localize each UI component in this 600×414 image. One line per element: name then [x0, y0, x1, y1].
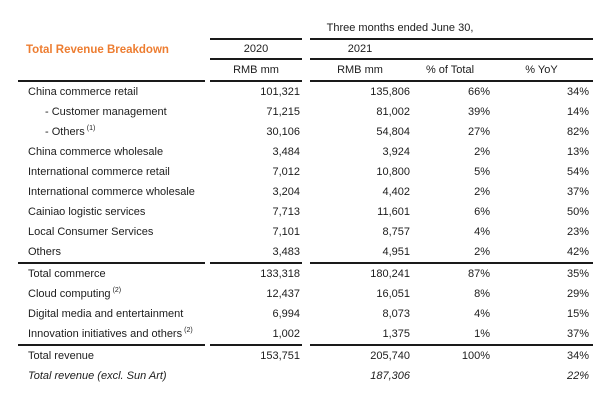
- row-label: Local Consumer Services: [28, 226, 154, 238]
- table-row: [18, 366, 593, 386]
- row-label: Cloud computing $^{(2)}$: [28, 287, 122, 300]
- pct-of-total: 39%: [467, 106, 490, 118]
- footnote-marker: (2): [112, 287, 122, 295]
- pct-yoy: 34%: [566, 86, 590, 98]
- footnote-marker: (1): [86, 125, 96, 133]
- pct-of-total: 6%: [474, 206, 490, 218]
- pct-yoy: 13%: [566, 146, 590, 158]
- row-label: - Customer management: [45, 106, 167, 118]
- pct-yoy: 50%: [566, 206, 590, 218]
- year-rule-segment: [410, 40, 490, 60]
- value-2021: 3,924: [382, 146, 410, 158]
- pct-of-total: [410, 366, 490, 386]
- row-label: Cainiao logistic services: [28, 206, 146, 218]
- value-2020: 3,204: [272, 186, 300, 198]
- pct-of-total: 87%: [467, 268, 490, 280]
- value-2021: 1,375: [310, 324, 410, 346]
- year-2020-label: 2020: [210, 40, 302, 60]
- pct-of-total: 2%: [474, 186, 490, 198]
- pct-of-total: 66%: [467, 86, 490, 98]
- value-2020: 101,321: [260, 86, 300, 98]
- pct-of-total: 2%: [410, 242, 490, 264]
- table-row: [18, 324, 593, 346]
- pct-of-total: 5%: [474, 166, 490, 178]
- period-header-row: [18, 18, 593, 40]
- footnote-marker: (2): [184, 327, 193, 335]
- value-2021: 10,800: [376, 166, 410, 178]
- value-2020: 7,101: [272, 226, 300, 238]
- pct-of-total: 4%: [474, 226, 490, 238]
- row-label: Digital media and entertainment: [28, 308, 184, 320]
- table-row: [18, 182, 593, 202]
- row-label: International commerce retail: [28, 166, 170, 178]
- table-row: [18, 122, 593, 142]
- value-2020: 30,106: [266, 126, 300, 138]
- spacer: [18, 18, 205, 40]
- pct-yoy: 37%: [566, 186, 590, 198]
- pct-yoy: 82%: [566, 126, 590, 138]
- value-2021: 187,306: [370, 370, 410, 382]
- value-2020: 71,215: [266, 106, 300, 118]
- table-row: [18, 102, 593, 122]
- value-2020: 7,713: [272, 206, 300, 218]
- pct-yoy: 54%: [566, 166, 590, 178]
- spacer: [302, 40, 310, 60]
- pct-of-total: 27%: [467, 126, 490, 138]
- table-row: [18, 242, 593, 264]
- pct-yoy-header: % YoY: [490, 60, 593, 82]
- unit-2020-label: RMB mm: [210, 60, 302, 82]
- row-label: China commerce wholesale: [28, 146, 164, 158]
- row-label: Total commerce: [28, 268, 106, 280]
- table-title-cell: [18, 40, 205, 82]
- value-2021: 8,757: [382, 226, 410, 238]
- pct-yoy: 15%: [566, 308, 590, 320]
- pct-of-total: 4%: [474, 308, 490, 320]
- row-label: Total revenue (excl. Sun Art): [28, 370, 167, 382]
- pct-yoy: 29%: [566, 288, 590, 300]
- period-label: Three months ended June 30,: [310, 18, 593, 40]
- value-2021: 54,804: [376, 126, 410, 138]
- value-2020: 7,012: [272, 166, 300, 178]
- pct-yoy: 42%: [490, 242, 593, 264]
- table-row: [18, 222, 593, 242]
- value-2021: 4,951: [310, 242, 410, 264]
- row-label: - Others $^{(1)}$: [45, 125, 96, 138]
- row-label: China commerce retail: [28, 86, 139, 98]
- pct-yoy: 14%: [566, 106, 590, 118]
- table-row: [18, 346, 593, 366]
- unit-2021-label: RMB mm: [310, 60, 410, 82]
- col-2020-rule: [210, 18, 302, 40]
- value-2021: 8,073: [382, 308, 410, 320]
- year-rule-segment: [490, 40, 593, 60]
- pct-yoy: 34%: [566, 350, 590, 362]
- value-2020: 1,002: [210, 324, 302, 346]
- pct-of-total-header: % of Total: [410, 60, 490, 82]
- value-2020: 133,318: [260, 268, 300, 280]
- value-2020: 3,483: [210, 242, 302, 264]
- table-row: [18, 162, 593, 182]
- value-2021: 135,806: [370, 86, 410, 98]
- table-title: Total Revenue Breakdown: [26, 44, 169, 56]
- value-2021: 4,402: [382, 186, 410, 198]
- row-label: International commerce wholesale: [28, 186, 195, 198]
- table-row: [18, 82, 593, 102]
- pct-yoy: 23%: [566, 226, 590, 238]
- year-header-row: [18, 40, 593, 60]
- table-row: [18, 142, 593, 162]
- value-2021: 180,241: [370, 268, 410, 280]
- revenue-table: [18, 18, 593, 386]
- pct-of-total: 8%: [474, 288, 490, 300]
- row-label: Innovation initiatives and others $^{(2)}$: [18, 324, 205, 346]
- row-label: Others: [18, 242, 205, 264]
- value-2020: 3,484: [272, 146, 300, 158]
- table-row: [18, 304, 593, 324]
- pct-yoy: 37%: [490, 324, 593, 346]
- value-2020: 12,437: [266, 288, 300, 300]
- row-label: Total revenue: [28, 350, 95, 362]
- table-row: [18, 284, 593, 304]
- value-2021: 16,051: [376, 288, 410, 300]
- pct-of-total: 2%: [474, 146, 490, 158]
- spacer: [302, 60, 310, 82]
- pct-yoy: 35%: [566, 268, 590, 280]
- value-2020: 6,994: [272, 308, 300, 320]
- pct-of-total: 1%: [410, 324, 490, 346]
- year-2021-label: 2021: [310, 40, 410, 60]
- spacer: [302, 18, 310, 40]
- pct-of-total: 100%: [461, 350, 490, 362]
- table-row: [18, 264, 593, 284]
- pct-yoy: 22%: [566, 370, 590, 382]
- value-2020: 153,751: [260, 350, 300, 362]
- value-2021: 11,601: [377, 206, 410, 218]
- table-row: [18, 202, 593, 222]
- value-2021: 205,740: [370, 350, 410, 362]
- value-2021: 81,002: [376, 106, 410, 118]
- value-2020: [210, 366, 302, 386]
